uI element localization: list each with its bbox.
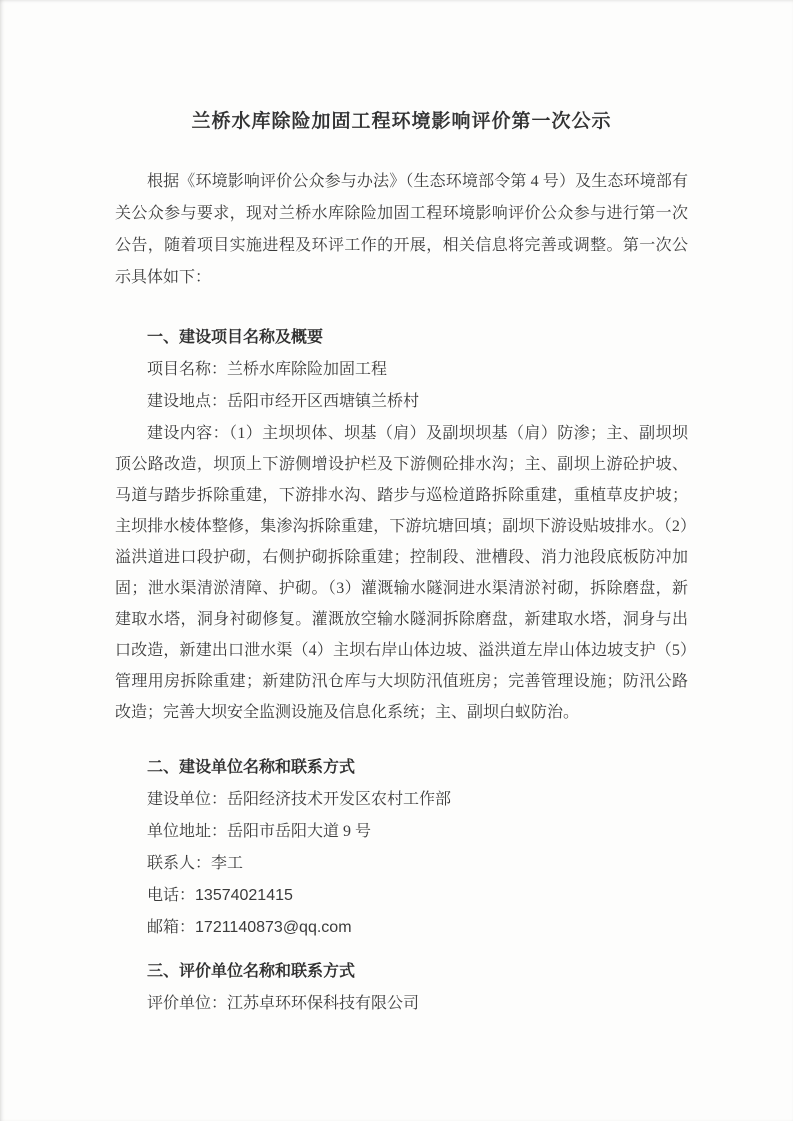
document-content bbox=[115, 0, 688, 1020]
field-builder-email bbox=[115, 912, 688, 944]
email-value: 1721140873@qq.com bbox=[195, 919, 352, 936]
email-label: 邮箱： bbox=[147, 919, 196, 936]
project-name-label: 项目名称： bbox=[147, 361, 228, 378]
assessor-unit-value: 江苏卓环环保科技有限公司 bbox=[227, 995, 420, 1012]
builder-address-label: 单位地址： bbox=[147, 823, 228, 840]
section-3-heading: 三、评价单位名称和联系方式 bbox=[147, 963, 356, 980]
field-builder-contact-person bbox=[115, 848, 688, 880]
phone-value: 13574021415 bbox=[195, 887, 293, 904]
field-builder-phone bbox=[115, 880, 688, 912]
section-2-heading: 二、建设单位名称和联系方式 bbox=[147, 759, 356, 776]
location-value: 岳阳市经开区西塘镇兰桥村 bbox=[227, 393, 420, 410]
section-1-heading: 一、建设项目名称及概要 bbox=[147, 329, 324, 346]
phone-label: 电话： bbox=[147, 887, 196, 904]
assessor-unit-label: 评价单位： bbox=[147, 995, 228, 1012]
section-project-overview bbox=[115, 322, 688, 728]
intro-paragraph: 根据《环境影响评价公众参与办法》（生态环境部令第 4 号）及生态环境部有关公众参与要求，现对兰桥水库除险加固工程环境影响评价公众参与进行第一次公告，随着项目实施进程及环评工作的开展，相关信息将完善或调整。第一次公示具体如下： bbox=[115, 173, 688, 286]
builder-address-value: 岳阳市岳阳大道 9 号 bbox=[227, 823, 372, 840]
construction-content-paragraph bbox=[115, 418, 688, 728]
field-project-name bbox=[115, 354, 688, 386]
project-name-value: 兰桥水库除险加固工程 bbox=[227, 361, 388, 378]
builder-unit-label: 建设单位： bbox=[147, 791, 228, 808]
section-builder-contact bbox=[115, 752, 688, 944]
builder-unit-value: 岳阳经济技术开发区农村工作部 bbox=[227, 791, 452, 808]
document-title: 兰桥水库除险加固工程环境影响评价第一次公示 bbox=[191, 111, 612, 132]
construction-content-value: （1）主坝坝体、坝基（肩）及副坝坝基（肩）防渗；主、副坝坝顶公路改造，坝顶上下游侧增设护栏及下游侧砼排水沟；主、副坝上游砼护坡、马道与踏步拆除重建，下游排水沟、踏步与巡检道路拆除重建，重植草皮护坡；主坝排水棱体整修，集渗沟拆除重建，下游坑塘回填；副坝下游设贴坡排水。（2）溢洪道进口段护砌，右侧护砌拆除重建；控制段、泄槽段、消力池段底板防冲加固；泄水渠清淤清障、护砌。（3）灌溉输水隧洞进水渠清淤衬砌，拆除磨盘，新建取水塔，洞身衬砌修复。灌溉放空输水隧洞拆除磨盘，新建取水塔，洞身与出口改造，新建出口泄水渠（4）主坝右岸山体边坡、溢洪道左岸山体边坡支护（5）管理用房拆除重建；新建防汛仓库与大坝防汛值班房；完善管理设施；防汛公路改造；完善大坝安全监测设施及信息化系统；主、副坝白蚁防治。 bbox=[115, 425, 688, 721]
field-location bbox=[115, 386, 688, 418]
construction-content-label: 建设内容： bbox=[147, 425, 229, 442]
field-assessor-unit bbox=[115, 988, 688, 1020]
field-builder-unit bbox=[115, 784, 688, 816]
contact-person-value: 李工 bbox=[211, 855, 244, 872]
contact-person-label: 联系人： bbox=[147, 855, 212, 872]
field-builder-address bbox=[115, 816, 688, 848]
location-label: 建设地点： bbox=[147, 393, 228, 410]
section-assessor-contact bbox=[115, 956, 688, 1020]
